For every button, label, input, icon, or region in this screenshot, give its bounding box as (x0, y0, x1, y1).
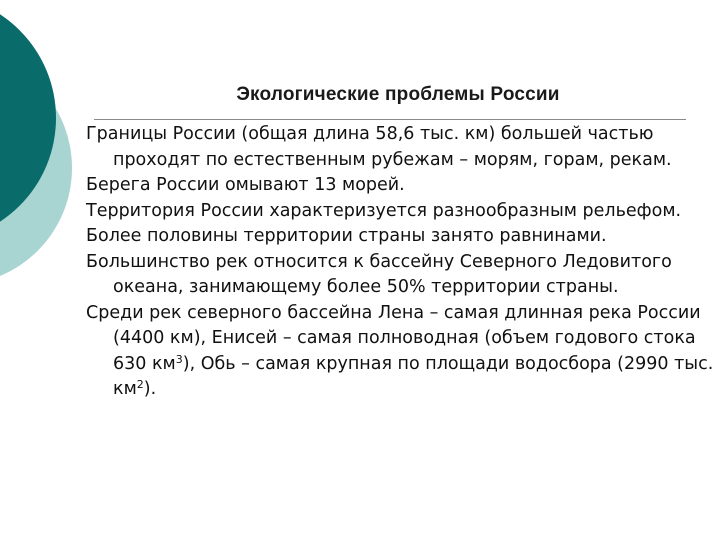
paragraph-plains: Более половины территории страны занято равнинами. (86, 226, 607, 246)
paragraph-rivers (86, 301, 714, 403)
rivers-text-3: ). (143, 379, 157, 399)
superscript-2: 2 (136, 378, 144, 391)
paragraph-seas: Берега России омывают 13 морей. (86, 175, 405, 195)
paragraph-river-basin: Большинство рек относится к бассейну Северного Ледовитого океана, занимающему более 50% территории страны. (86, 251, 672, 297)
paragraph-relief: Территория России характеризуется разнообразным рельефом. (86, 200, 682, 221)
title-divider (94, 119, 686, 120)
rivers-text-1: Среди рек северного бассейна Лена – самая длинная река России (4400 км), Енисей – самая полноводная (объем годового стока 630 км (86, 302, 701, 374)
superscript-3: 3 (175, 352, 183, 366)
rivers-text-2: ), Обь – самая крупная по площади водосбора (2990 тыс. км (113, 353, 714, 399)
paragraph-borders: Границы России (общая длина 58,6 тыс. км) большей частью проходят по естественным рубежам – морям, горам, рекам. (86, 124, 672, 170)
slide-body (86, 122, 714, 403)
slide-title: Экологические проблемы России (236, 84, 560, 105)
